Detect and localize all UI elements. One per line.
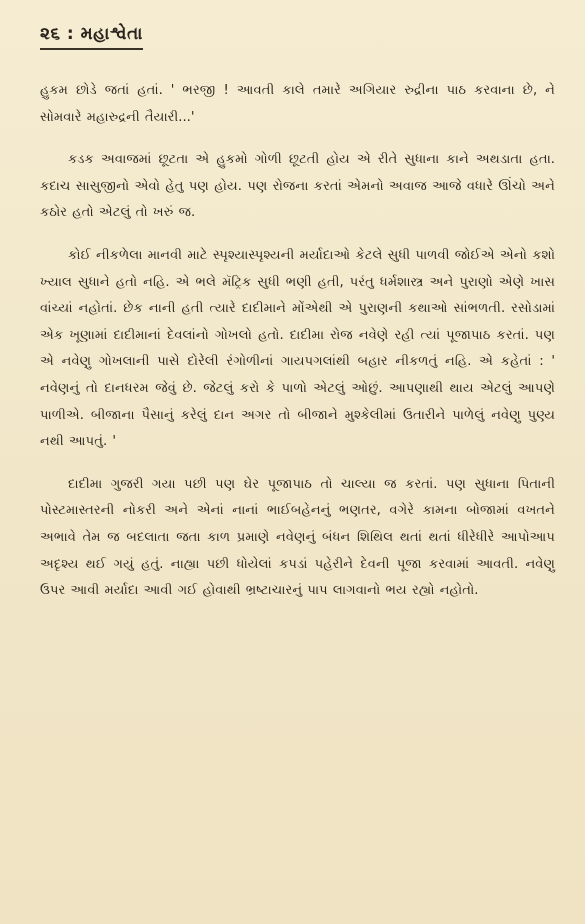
paragraph-3: કોઈ નીકળેલા માનવી માટે સ્પૃશ્યાસ્પૃશ્યની મર્યાદાઓ કેટલે સુધી પાળવી જોઈએ એનો કશો ખ્યાલ સુધાને હતો નહિ. એ ભલે મૅટ્રિક સુધી ભણી હતી, પરંતુ ધર્મશાસ્ત્ર અને પુરાણો એણે ખાસ વાંચ્યાં નહોતાં. છેક નાની હતી ત્યારે દાદીમાને મોંએથી એ પુરાણની કથાઓ સાંભળતી. રસોડામાં એક ખૂણામાં દાદીમાનાં દેવલાંનો ગોખલો હતો. દાદીમા રોજ નવેણે રહી ત્યાં પૂજાપાઠ કરતાં. પણ એ નવેણુ ગોખલાની પાસે દોરેલી રંગોળીનાં ગાયપગલાંથી બહાર નીકળતું નહિ. એ કહેતાં : ' નવેણનું તો દાનધરમ જેવું છે. જેટલું કરો કે પાળો એટલું ઓછું. આપણાથી થાય એટલું આપણે પાળીએ. બીજાના પૈસાનું કરેલું દાન અગર તો બીજાને મુશ્કેલીમાં ઉતારીને પાળેલું નવેણુ પુણ્ય નથી આપતું. ' <box>40 247 555 450</box>
chapter-title: ૨૬ : મહાશ્વેતા <box>40 24 143 50</box>
paragraph-2: કડક અવાજમાં છૂટતા એ હુકમો ગોળી છૂટતી હોય એ રીતે સુધાના કાને અથડાતા હતા. કદાચ સાસુજીનો એવો હેતુ પણ હોય. પણ રોજના કરતાં એમનો અવાજ આજે વધારે ઊંચો અને કઠોર હતો એટલું તો ખરું જ. <box>40 152 555 221</box>
paragraph-4: દાદીમા ગુજરી ગયા પછી પણ ઘેર પૂજાપાઠ તો ચાલ્યા જ કરતાં. પણ સુધાના પિતાની પોસ્ટમાસ્તરની નોકરી અને એનાં નાનાં ભાઈબહેનનું ભણતર, વગેરે કામના બોજામાં વખતને અભાવે તેમ જ બદલાતા જતા કાળ પ્રમાણે નવેણનું બંધન શિથિલ થતાં થતાં ધીરેધીરે આપોઆપ અદૃશ્ય થઈ ગયું હતું. નાહ્યા પછી ધોયેલાં કપડાં પહેરીને દેવની પૂજા કરવામાં આવતી. નવેણુ ઉપર આવી મર્યાદા આવી ગઈ હોવાથી ભ્રષ્ટાચારનું પાપ લાગવાનો ભય રહ્યો નહોતો. <box>40 476 555 599</box>
paragraph-1: હુકમ છોડે જતાં હતાં. ' ભરજી ! આવતી કાલે તમારે અગિયાર રુદ્રીના પાઠ કરવાના છે, ને સોમવારે મહારુદ્રની તૈયારી...' <box>40 83 555 125</box>
